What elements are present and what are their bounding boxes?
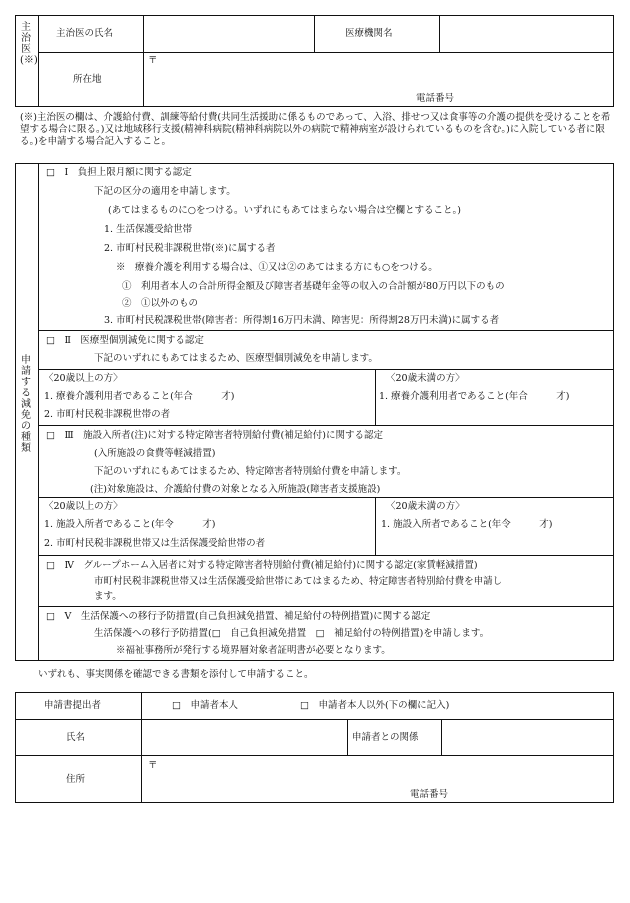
submitter-self-checkbox[interactable]: □ 申請者本人 (172, 700, 238, 711)
sec2-line1: 下記のいずれにもあてはまるため、医療型個別減免を申請します。 (94, 353, 378, 364)
sec3-child-head: 〈20歳未満の方〉 (386, 501, 465, 512)
submitter-label: 申請書提出者 (44, 700, 102, 711)
sec4-title[interactable]: □ Ⅳ グループホーム入居者に対する特定障害者特別給付費(補足給付)に関する認定(家賃軽減措置) (46, 560, 478, 571)
doctor-note: (※)主治医の欄は、介護給付費、訓練等給付費(共同生活援助に係るものであって、入浴、排せつ又は食事等の介護の提供を受けることを希望する場合に限る。)又は地域移行支援(精神科病院(精神科病院以外の病院で精神病室が設けられているものを含む。)に入院している者に限る。)を申請する場合記入すること。 (20, 112, 611, 147)
sec4-line2: ます。 (94, 591, 122, 602)
applicant-address-field[interactable] (142, 756, 613, 802)
doctor-side-label: 主治医(※) (20, 22, 38, 66)
sec3-note: (注)対象施設は、介護給付費の対象となる入所施設(障害者支援施設) (90, 484, 381, 495)
applicant-address-label: 住所 (66, 774, 86, 785)
relation-label: 申請者との関係 (352, 732, 419, 743)
institution-field[interactable] (440, 16, 613, 51)
relation-field[interactable] (442, 720, 613, 754)
sec1-title[interactable]: □ Ⅰ 負担上限月額に関する認定 (46, 167, 192, 178)
sec2-adult-item1[interactable]: 1. 療養介護利用者であること(年合 才) (44, 391, 235, 402)
sec2-adult-item2[interactable]: 2. 市町村民税非課税世帯の者 (44, 409, 171, 420)
sec1-line1: 下記の区分の適用を申請します。 (94, 186, 236, 197)
applicant-name-label: 氏名 (66, 732, 86, 743)
sec1-sub1[interactable]: ① 利用者本人の合計所得金額及び障害者基礎年金等の収入の合計額が80万円以下のもの (122, 281, 505, 292)
sec3-line1: (入所施設の食費等軽減措置) (94, 448, 216, 459)
sec3-adult-item2[interactable]: 2. 市町村民税非課税世帯又は生活保護受給世帯の者 (44, 538, 266, 549)
institution-label: 医療機関名 (345, 28, 393, 39)
doctor-name-label: 主治医の氏名 (56, 28, 114, 39)
reduction-side-label: 申請する減免の種類 (21, 355, 31, 454)
sec3-title[interactable]: □ Ⅲ 施設入所者(注)に対する特定障害者特別給付費(補足給付)に関する認定 (46, 430, 383, 441)
applicant-phone-label: 電話番号 (410, 789, 449, 800)
sec5-line1[interactable]: 生活保護への移行予防措置(□ 自己負担減免措置 □ 補足給付の特例措置)を申請します。 (94, 628, 490, 639)
sec3-adult-head: 〈20歳以上の方〉 (44, 501, 123, 512)
sec1-option1[interactable]: 1. 生活保護受給世帯 (104, 224, 193, 235)
sec1-option3[interactable]: 3. 市町村民税課税世帯(障害者：所得割16万円未満、障害児：所得割28万円未満)に属する者 (104, 315, 500, 326)
doctor-name-field[interactable] (144, 16, 313, 51)
sec2-adult-head: 〈20歳以上の方〉 (44, 373, 123, 384)
sec3-adult-item1[interactable]: 1. 施設入所者であること(年令 才) (44, 519, 216, 530)
attach-note: いずれも、事実関係を確認できる書類を添付して申請すること。 (38, 669, 314, 680)
doctor-address-field[interactable] (144, 53, 613, 106)
applicant-name-field[interactable] (142, 720, 346, 754)
sec3-line2: 下記のいずれにもあてはまるため、特定障害者特別給付費を申請します。 (94, 466, 407, 477)
sec1-option2[interactable]: 2. 市町村民税非課税世帯(※)に属する者 (104, 243, 276, 254)
sec4-line1: 市町村民税非課税世帯又は生活保護受給世帯にあてはまるため、特定障害者特別給付費を申請し (94, 576, 503, 587)
sec5-title[interactable]: □ Ⅴ 生活保護への移行予防措置(自己負担減免措置、補足給付の特例措置)に関する認定 (46, 611, 431, 622)
doctor-phone-label: 電話番号 (416, 93, 455, 104)
sec5-line2: ※福祉事務所が発行する境界層対象者証明書が必要となります。 (116, 645, 391, 656)
sec1-sub2[interactable]: ② ①以外のもの (122, 298, 199, 309)
sec2-child-head: 〈20歳未満の方〉 (386, 373, 465, 384)
submitter-other-checkbox[interactable]: □ 申請者本人以外(下の欄に記入) (300, 700, 450, 711)
sec2-title[interactable]: □ Ⅱ 医療型個別減免に関する認定 (46, 335, 204, 346)
sec3-child-item1[interactable]: 1. 施設入所者であること(年令 才) (381, 519, 553, 530)
sec1-note: ※ 療養介護を利用する場合は、①又は②のあてはまる方にも○をつける。 (116, 262, 438, 273)
sec1-line2: (あてはまるものに○をつける。いずれにもあてはまらない場合は空欄とすること。) (108, 205, 461, 216)
postal-mark-icon: 〒 (148, 55, 158, 66)
doctor-address-label: 所在地 (73, 74, 102, 85)
sec2-child-item1[interactable]: 1. 療養介護利用者であること(年合 才) (379, 391, 570, 402)
applicant-postal-mark-icon: 〒 (148, 760, 158, 771)
